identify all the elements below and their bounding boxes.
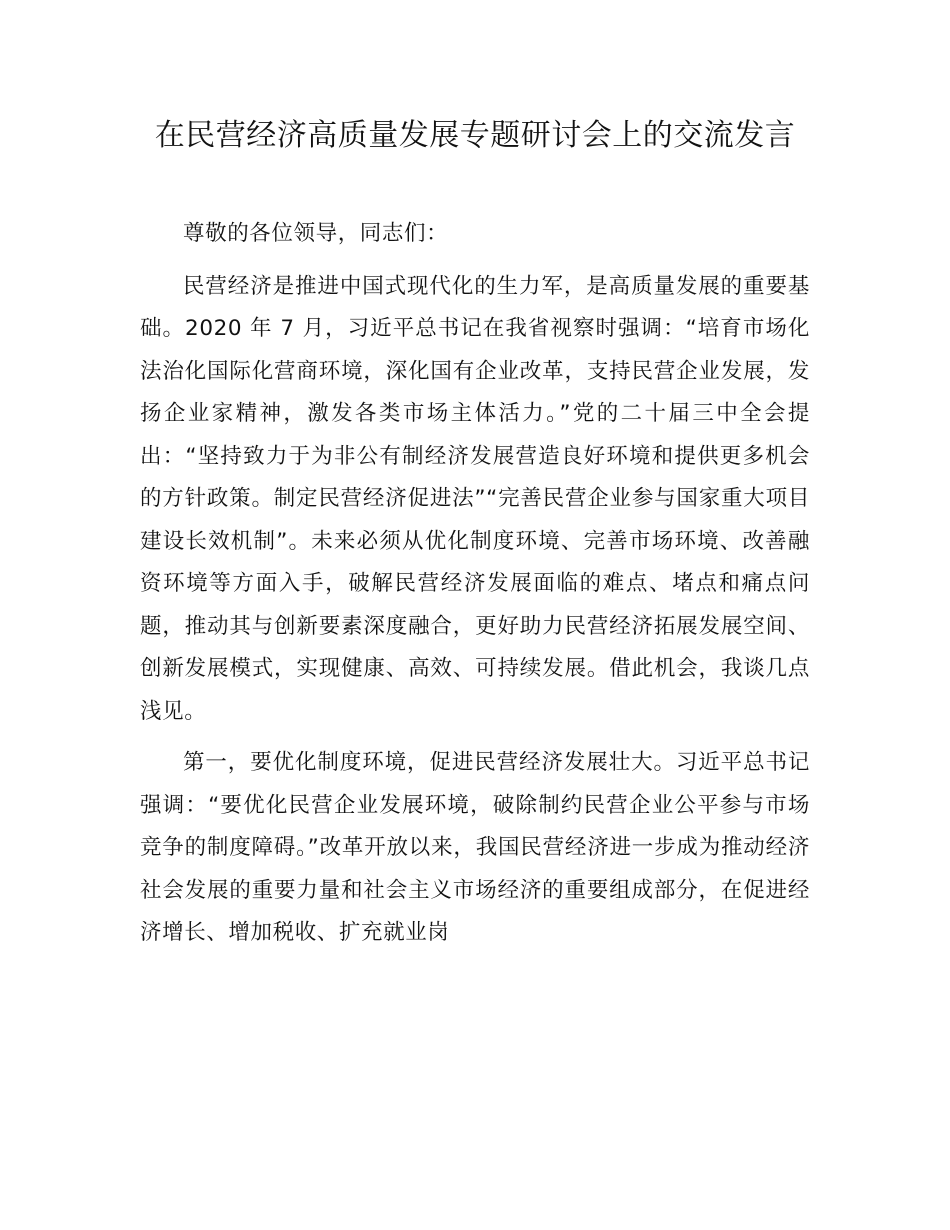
document-title: 在民营经济高质量发展专题研讨会上的交流发言 — [154, 118, 796, 153]
first-point-paragraph: 第一，要优化制度环境，促进民营经济发展壮大。习近平总书记强调：“要优化民营企业发展环境，破除制约民营企业公平参与市场竞争的制度障碍。”改革开放以来，我国民营经济进一步成为推动经济社会发展的重要力量和社会主义市场经济的重要组成部分，在促进经济增长、增加税收、扩充就业岗 — [140, 750, 810, 945]
greeting-paragraph: 尊敬的各位领导，同志们： — [183, 221, 449, 246]
document-body — [140, 213, 810, 964]
intro-paragraph: 民营经济是推进中国式现代化的生力军，是高质量发展的重要基础。2020 年 7 月，习近平总书记在我省视察时强调：“培育市场化法治化国际化营商环境，深化国有企业改革，支持民营企业发展，发扬企业家精神，激发各类市场主体活力。”党的二十届三中全会提出：“坚持致力于为非公有制经济发展营造良好环境和提供更多机会的方针政策。制定民营经济促进法”“完善民营企业参与国家重大项目建设长效机制”。未来必须从优化制度环境、完善市场环境、改善融资环境等方面入手，破解民营经济发展面临的难点、堵点和痛点问题，推动其与创新要素深度融合，更好助力民营经济拓展发展空间、创新发展模式，实现健康、高效、可持续发展。借此机会，我谈几点浅见。 — [140, 273, 810, 724]
